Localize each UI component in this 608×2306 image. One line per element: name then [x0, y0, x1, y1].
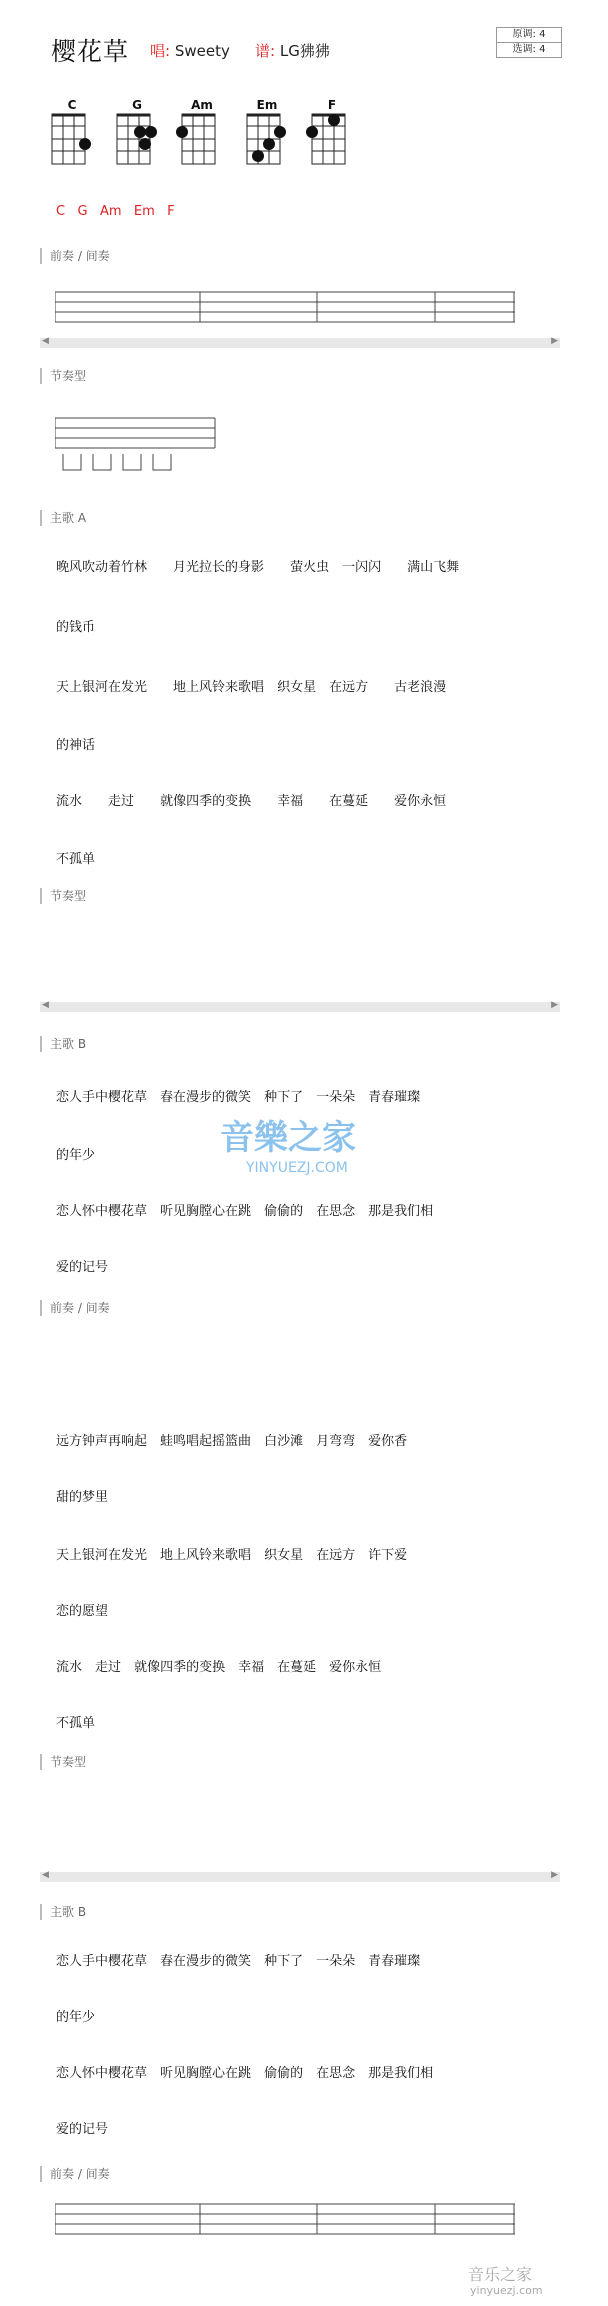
lyric-line: 天上银河在发光 地上风铃来歌唱 织女星 在远方 许下爱 — [56, 1548, 408, 1563]
chord-chart-em-name: Em — [256, 98, 278, 112]
lyric-line: 甜的梦里 — [56, 1490, 109, 1505]
lyric-line: 的钱币 — [56, 620, 96, 635]
scrollbar-1[interactable]: ◀ ▶ — [42, 336, 558, 346]
key-box — [496, 27, 562, 58]
watermark-logo: 音樂之家 — [220, 1118, 356, 1158]
lyric-line: 流水 走过 就像四季的变换 幸福 在蔓延 爱你永恒 — [56, 1660, 382, 1675]
scrollbar-3[interactable]: ◀ ▶ — [42, 1870, 558, 1880]
lyric-line: 天上银河在发光 地上风铃来歌唱 织女星 在远方 古老浪漫 — [56, 680, 447, 695]
lyric-line: 的年少 — [56, 2010, 96, 2025]
section-verse-b-1: 主歌 B — [40, 1036, 86, 1052]
tab-staff-3 — [55, 2200, 515, 2240]
section-prelude-2: 前奏 / 间奏 — [40, 1300, 110, 1316]
lyric-line: 晚风吹动着竹林 月光拉长的身影 萤火虫 一闪闪 满山飞舞 — [56, 560, 460, 575]
chord-list: C G Am Em F — [56, 204, 175, 219]
lyric-line: 爱的记号 — [56, 1260, 109, 1275]
section-prelude-1: 前奏 / 间奏 — [40, 248, 110, 264]
section-prelude-3: 前奏 / 间奏 — [40, 2166, 110, 2182]
song-title: 樱花草 — [51, 37, 130, 66]
chosen-key: 选调: 4 — [497, 42, 561, 57]
watermark-url: YINYUEZJ.COM — [246, 1160, 348, 1176]
lyric-line: 的神话 — [56, 738, 96, 753]
original-key: 原调: 4 — [512, 29, 546, 40]
section-rhythm-1: 节奏型 — [40, 368, 86, 384]
lyric-line: 恋人手中樱花草 春在漫步的微笑 种下了 一朵朵 青春璀璨 — [56, 1090, 421, 1105]
footer-watermark-url: yinyuezj.com — [470, 2284, 543, 2297]
lyric-line: 不孤单 — [56, 1716, 96, 1731]
lyric-line: 远方钟声再响起 蛙鸣唱起摇篮曲 白沙滩 月弯弯 爱你香 — [56, 1434, 408, 1449]
lyric-line: 恋人怀中樱花草 听见胸膛心在跳 偷偷的 在思念 那是我们相 — [56, 1204, 434, 1219]
lyric-line: 流水 走过 就像四季的变换 幸福 在蔓延 爱你永恒 — [56, 794, 447, 809]
lyric-line: 的年少 — [56, 1148, 96, 1163]
lyric-line: 恋人怀中樱花草 听见胸膛心在跳 偷偷的 在思念 那是我们相 — [56, 2066, 434, 2081]
footer-watermark: 音乐之家 — [468, 2265, 533, 2284]
singer-info: 唱: Sweety — [150, 42, 230, 60]
chord-chart-g-name: G — [132, 98, 142, 112]
lyric-line: 不孤单 — [56, 852, 96, 867]
lyric-line: 恋人手中樱花草 春在漫步的微笑 种下了 一朵朵 青春璀璨 — [56, 1954, 421, 1969]
section-rhythm-3: 节奏型 — [40, 1754, 86, 1770]
chord-chart-am-name: Am — [191, 98, 213, 112]
chord-chart-c-name: C — [67, 98, 77, 112]
lyric-line: 爱的记号 — [56, 2122, 109, 2137]
rhythm-pattern-1 — [55, 410, 225, 475]
chord-chart-f-name: F — [327, 98, 337, 112]
section-rhythm-2: 节奏型 — [40, 888, 86, 904]
tab-staff-1 — [55, 288, 515, 328]
section-verse-a: 主歌 A — [40, 510, 86, 526]
arranger-info: 谱: LG狒狒 — [255, 42, 330, 60]
section-verse-b-2: 主歌 B — [40, 1904, 86, 1920]
lyric-line: 恋的愿望 — [56, 1604, 109, 1619]
scrollbar-2[interactable]: ◀ ▶ — [42, 1000, 558, 1010]
